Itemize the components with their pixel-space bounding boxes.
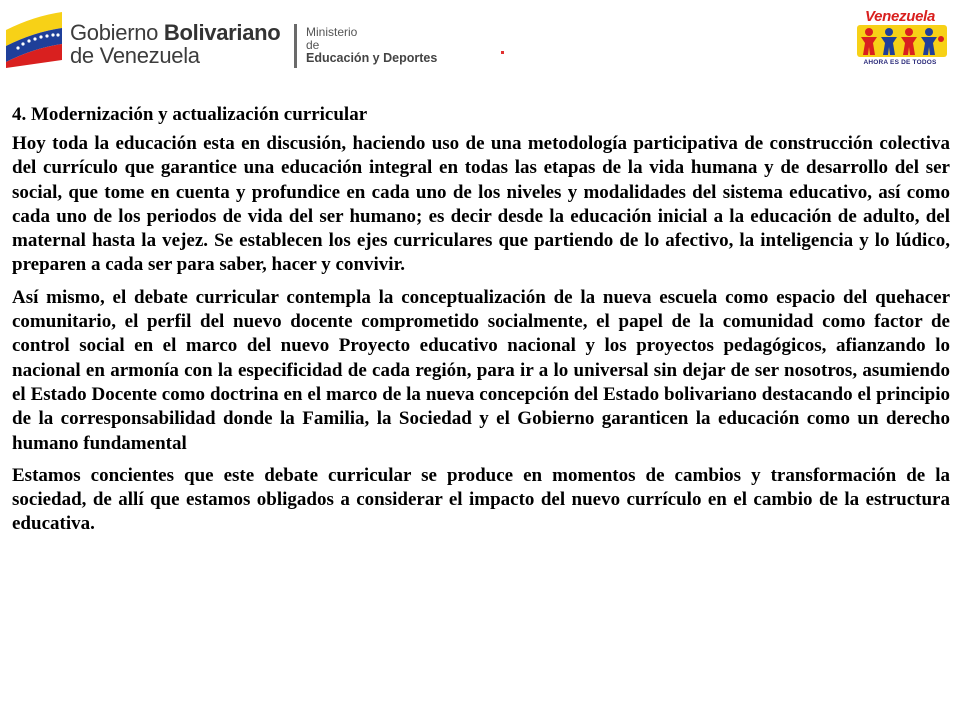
- ministry-line-1: Ministerio: [306, 25, 358, 39]
- venezuela-flag-icon: [4, 10, 66, 68]
- main-content: [12, 102, 950, 545]
- paragraph-2: Así mismo, el debate curricular contempla la conceptualización de la nueva escuela como espacio del quehacer comunitario, el perfil del nuevo docente comprometido socialmente, el papel de la comunidad como factor de control social en el marco del nuevo Proyecto educativo nacional y los proyectos pedagógicos, afianzando lo nacional en armonía con la especificidad de cada región, para ir a lo universal sin dejar de ser nosotros, asumiendo el Estado Docente como doctrina en el marco de la nueva concepción del Estado bolivariano destacando el principio de la corresponsabilidad donde la Familia, la Sociedad y el Gobierno garanticen la educación como un derecho humano fundamental: [12, 286, 950, 454]
- ministry-line-3: Educación y Deportes: [306, 51, 438, 65]
- ministry-line-2: de: [306, 38, 320, 52]
- paragraph-1: Hoy toda la educación esta en discusión, haciendo uso de una metodología participativa de construcción colectiva del currículo que garantice una educación integral en todas las etapas de la vida humana y de desarrollo del ser social, que tome en cuenta y profundice en cada uno de los niveles y modalidades del sistema educativo, así como cada uno de los periodos de vida del ser humano; es decir desde la educación inicial a la educación de adulto, del maternal hasta la vejez. Se establecen los ejes curriculares que partiendo de lo afectivo, la inteligencia y lo lúdico, preparen a cada ser para saber, hacer y convivir.: [12, 133, 950, 276]
- page-header: [0, 0, 960, 80]
- venezuela-wordmark: Venezuela: [864, 8, 936, 25]
- government-logo: [4, 6, 504, 70]
- gov-name-line-1: Gobierno Bolivariano: [70, 20, 281, 45]
- accent-dot: [501, 51, 504, 54]
- venezuela-campaign-logo: [845, 8, 955, 72]
- people-figures-icon: [855, 23, 949, 59]
- logo-divider: [294, 24, 297, 68]
- section-heading: 4. Modernización y actualización curricular: [12, 104, 368, 125]
- paragraph-3: Estamos concientes que este debate curricular se produce en momentos de cambios y transformación de la sociedad, de allí que estamos obligados a considerar el impacto del nuevo currículo en el cambio de la estructura educativa.: [12, 464, 950, 535]
- venezuela-tagline: AHORA ES DE TODOS: [863, 59, 937, 66]
- gov-name-line-2: de Venezuela: [70, 43, 200, 68]
